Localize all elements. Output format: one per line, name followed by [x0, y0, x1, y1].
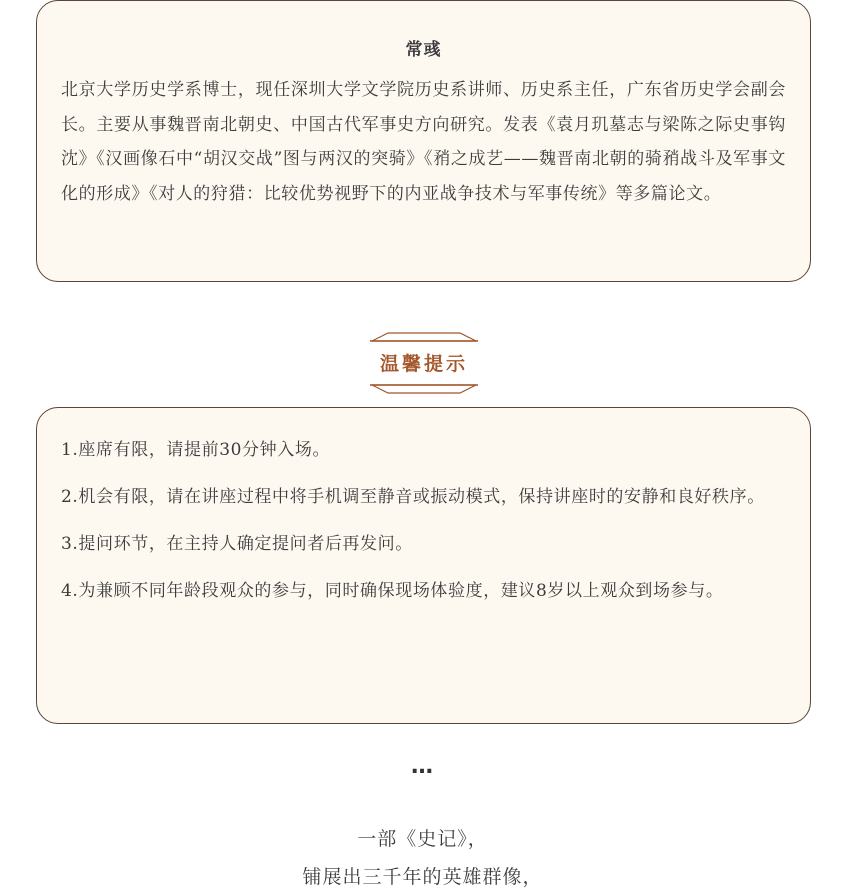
heading-top-ornament — [370, 332, 478, 342]
poem-line-2: 铺展出三千年的英雄群像， — [302, 866, 543, 888]
tip-item: 2.机会有限，请在讲座过程中将手机调至静音或振动模式，保持讲座时的安静和良好秩序。 — [61, 487, 765, 507]
section-ellipsis: … — [411, 754, 434, 779]
speaker-name: 常彧 — [405, 40, 442, 60]
tip-item: 1.座席有限，请提前30分钟入场。 — [61, 440, 331, 460]
speaker-bio-text: 北京大学历史学系博士，现任深圳大学文学院历史系讲师、历史系主任，广东省历史学会副会长。主要从事魏晋南北朝史、中国古代军事史方向研究。发表《袁月玑墓志与梁陈之际史事钩沈》《汉画像石中“胡汉交战”图与两汉的突骑》《矟之成艺——魏晋南北朝的骑矟战斗及军事文化的形成》《对人的狩猎：比较优势视野下的内亚战争技术与军事传统》等多篇论文。 — [61, 80, 786, 204]
tip-item: 4.为兼顾不同年龄段观众的参与，同时确保现场体验度，建议8岁以上观众到场参与。 — [61, 581, 724, 601]
tips-heading-text: 温馨提示 — [379, 353, 468, 375]
heading-bottom-ornament — [370, 384, 478, 394]
tips-heading-badge — [370, 332, 478, 394]
poem-line-1: 一部《史记》， — [357, 828, 488, 850]
tips-list — [61, 433, 786, 621]
speaker-bio-card — [36, 0, 811, 282]
tips-card — [36, 407, 811, 724]
tip-item: 3.提问环节，在主持人确定提问者后再发问。 — [61, 534, 413, 554]
